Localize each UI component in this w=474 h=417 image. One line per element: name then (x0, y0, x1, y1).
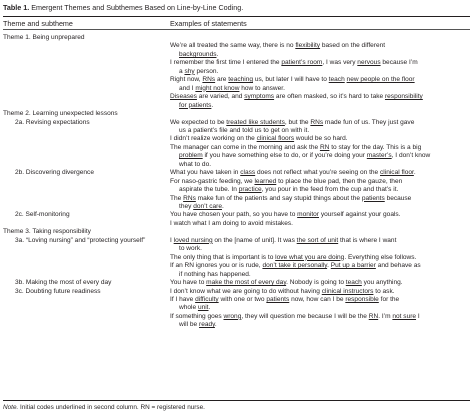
statement-text: I remember the first time I entered the (170, 59, 282, 67)
statement-text: . (327, 262, 331, 270)
statement-text: how to answer. (239, 84, 285, 92)
statement-text: I don’t know what we are going to do without having (170, 287, 322, 295)
statement-line (170, 76, 415, 84)
statement-text: , but the (284, 118, 311, 126)
statement-text: because I’m (380, 59, 418, 67)
header-examples: Examples of statements (170, 19, 247, 28)
initial-code: loved nursing (173, 236, 213, 244)
statement-text: You have chosen your path, so you have to (170, 211, 298, 219)
initial-code: clinical floor (380, 169, 414, 177)
initial-code: patients (266, 295, 290, 303)
statement-line (179, 152, 430, 160)
initial-code: might not know (195, 84, 240, 92)
statement-text: , I was very (322, 59, 358, 67)
initial-code: responsibility (384, 93, 423, 101)
statement-line (170, 254, 416, 262)
statement-line (179, 102, 213, 110)
initial-code: monitor (297, 211, 319, 219)
statement-text: . (211, 101, 214, 109)
header-theme-subtheme: Theme and subtheme (3, 19, 73, 28)
statement-text: and behave as (375, 262, 421, 270)
initial-code: symptoms (244, 93, 275, 101)
statement-text: 2a. Revising expectations (15, 118, 90, 126)
initial-code: flexibility (295, 42, 321, 50)
statement-line (170, 220, 293, 228)
theme-label (15, 211, 70, 219)
initial-code: responsible (345, 295, 379, 303)
initial-code: treated like students (226, 118, 285, 126)
statement-text: and I (179, 84, 196, 92)
statement-text: Theme 1. Being unprepared (3, 34, 85, 41)
statement-text: Right now, (170, 76, 203, 84)
theme-label (15, 169, 94, 177)
initial-code: teaching (228, 76, 253, 84)
statement-text: aspirate the tube. In (179, 186, 239, 194)
theme-label (3, 228, 91, 236)
statement-text: 3a. “Loving nursing” and “protecting yourself” (15, 236, 146, 244)
statement-line (170, 288, 395, 296)
initial-code: wrong (223, 312, 242, 320)
statement-text: now, how can I be (289, 295, 346, 303)
table-label: Table 1. (3, 3, 30, 12)
statement-text: made fun of us. They just gave (323, 118, 415, 126)
statement-text: are (215, 76, 229, 84)
initial-code: RNs (202, 76, 216, 84)
initial-code: shy (184, 67, 195, 75)
statement-text: that is where I want (338, 236, 397, 244)
table-title: Emergent Themes and Subthemes Based on Line-by-Line Coding. (31, 3, 244, 12)
statement-text: Theme 3. Taking responsibility (3, 228, 91, 236)
statement-text: whole (179, 304, 198, 312)
statement-text: to place the blue pad, then the gauze, then (276, 177, 403, 185)
statement-text: The only thing that is important is to (170, 253, 276, 261)
statement-text: You have to (170, 279, 207, 287)
statement-text: to work. (179, 245, 202, 253)
initial-code: love what you are doing (275, 253, 345, 261)
initial-code: difficulty (195, 295, 219, 303)
statement-line (179, 203, 224, 211)
statement-text: Theme 2. Learning unexpected lessons (3, 110, 118, 118)
statement-line (170, 262, 421, 270)
statement-text: us, but later I will have to (253, 76, 329, 84)
statement-line (170, 144, 421, 152)
statement-line (170, 211, 401, 219)
statement-text: I watch what I am doing to avoid mistakes. (170, 219, 293, 227)
statement-text: , I don’t know (391, 152, 431, 160)
statement-line (179, 321, 217, 329)
statement-text: are varied, and (196, 93, 245, 101)
initial-code: teach (345, 279, 362, 287)
initial-code: patients (361, 194, 385, 202)
statement-text: , they will question me because I will be the (241, 312, 369, 320)
statement-text: . (413, 169, 416, 177)
initial-code: don’t care (193, 203, 222, 210)
statement-text: a (179, 67, 185, 75)
statement-line (179, 271, 251, 279)
statement-text: If I have (170, 295, 196, 303)
initial-code: class (240, 169, 256, 177)
initial-code: learned (254, 177, 277, 185)
statement-text: . Everything else follows. (344, 253, 417, 261)
bottom-rule (3, 400, 470, 401)
initial-code: make the most of every day (206, 279, 287, 287)
statement-text: if you have something else to do, or if you’re doing your (202, 152, 367, 160)
statement-text: will be (179, 321, 200, 329)
statement-line (179, 68, 218, 76)
initial-code: clinical floors (256, 135, 295, 143)
statement-text: person. (194, 67, 219, 75)
statement-text: For naso-gastric feeding, we (170, 177, 255, 185)
statement-line (170, 169, 416, 177)
statement-line (170, 195, 411, 203)
theme-label (15, 288, 101, 296)
statement-text: We expected to be (170, 118, 227, 126)
initial-code: new people on the floor (346, 76, 415, 84)
theme-label (3, 34, 85, 42)
statement-line (170, 119, 414, 127)
initial-code: RNs (183, 194, 196, 202)
statement-text: would be so hard. (294, 135, 348, 143)
initial-code: clinical instructors (321, 287, 374, 295)
statement-text: . I’m (378, 312, 393, 320)
initial-code: for patients (179, 101, 212, 109)
initial-code: RN (368, 312, 379, 320)
statement-text: make fun of the patients and say stupid things about the (195, 194, 362, 202)
statement-text: based on the different (320, 42, 386, 50)
statement-text: I (416, 312, 420, 320)
statement-line (170, 279, 403, 287)
statement-line (179, 186, 398, 194)
note-label: Note. (3, 404, 19, 411)
statement-text: to stay for the day. This is a big (329, 143, 422, 151)
statement-text: with one or two (218, 295, 267, 303)
initial-code: RNs (310, 118, 324, 126)
initial-code: patient’s room (281, 59, 323, 67)
initial-code: RN (319, 143, 330, 151)
statement-text: they (179, 203, 194, 210)
initial-code: the sort of unit (296, 236, 339, 244)
statement-line (170, 42, 385, 50)
statement-text: on the [name of unit]. It was (212, 236, 297, 244)
statement-text: If an RN ignores you or is rude, (170, 262, 263, 270)
theme-label (15, 279, 111, 287)
statement-text: 2c. Self-monitoring (15, 211, 70, 219)
theme-label (15, 237, 145, 245)
statement-text: . (221, 203, 224, 210)
statement-text: to ask. (373, 287, 395, 295)
theme-label (15, 119, 90, 127)
statement-line (170, 93, 423, 101)
statement-line (170, 135, 348, 143)
initial-code: backgrounds (179, 50, 217, 58)
statement-text: . (214, 321, 217, 329)
statement-line (179, 161, 211, 169)
statement-text: us a patient’s file and told us to get on with it. (179, 126, 310, 134)
statement-text: . Nobody is going to (286, 279, 346, 287)
statement-text: 3c. Doubting future readiness (15, 287, 101, 295)
initial-code: don’t take it personally (262, 262, 328, 270)
theme-label (3, 110, 118, 118)
statement-line (170, 313, 420, 321)
initial-code: nervous (357, 59, 381, 67)
statement-text: because (384, 194, 412, 202)
statement-text: 3b. Making the most of every day (15, 279, 112, 287)
statement-text: I didn’t realize working on the (170, 135, 257, 143)
statement-text: if nothing has happened. (179, 270, 251, 278)
statement-line (170, 178, 402, 186)
statement-line (179, 304, 210, 312)
statement-text: What you have taken in (170, 169, 241, 177)
initial-code: master’s (366, 152, 392, 160)
statement-text: are often masked, so it’s hard to take (274, 93, 385, 101)
statement-line (179, 127, 309, 135)
table-note (3, 404, 205, 412)
statement-text: , you pour in the feed from the cup and that’s it. (261, 186, 399, 194)
initial-code: unit (197, 304, 209, 312)
statement-text: If something goes (170, 312, 224, 320)
statement-text: yourself against your goals. (319, 211, 401, 219)
initial-code: ready (199, 321, 215, 329)
statement-text: We’re all treated the same way, there is no (170, 42, 296, 50)
initial-code: teach (328, 76, 345, 84)
statement-text: you anything. (361, 279, 403, 287)
statement-text: The manager can come in the morning and ask the (170, 143, 320, 151)
statement-text: . (208, 304, 211, 312)
statement-text: for the (378, 295, 400, 303)
statement-line (170, 59, 418, 67)
statement-text: does not reflect what you’re seeing on the (255, 169, 381, 177)
statement-line (170, 296, 399, 304)
initial-code: Diseases (170, 93, 197, 101)
statement-text: what to do. (179, 160, 212, 168)
statement-text: . (216, 50, 219, 58)
statement-text: I (170, 236, 174, 244)
statement-line (179, 245, 202, 253)
statement-line (179, 85, 285, 93)
initial-code: practice (238, 186, 262, 194)
note-text: Initial codes underlined in second column. RN = registered nurse. (18, 404, 205, 411)
initial-code: problem (179, 152, 203, 160)
statement-text: The (170, 194, 184, 202)
statement-line (170, 237, 396, 245)
initial-code: not sure (392, 312, 417, 320)
statement-line (179, 51, 218, 59)
initial-code: Put up a barrier (330, 262, 376, 270)
statement-text: 2b. Discovering divergence (15, 169, 94, 177)
